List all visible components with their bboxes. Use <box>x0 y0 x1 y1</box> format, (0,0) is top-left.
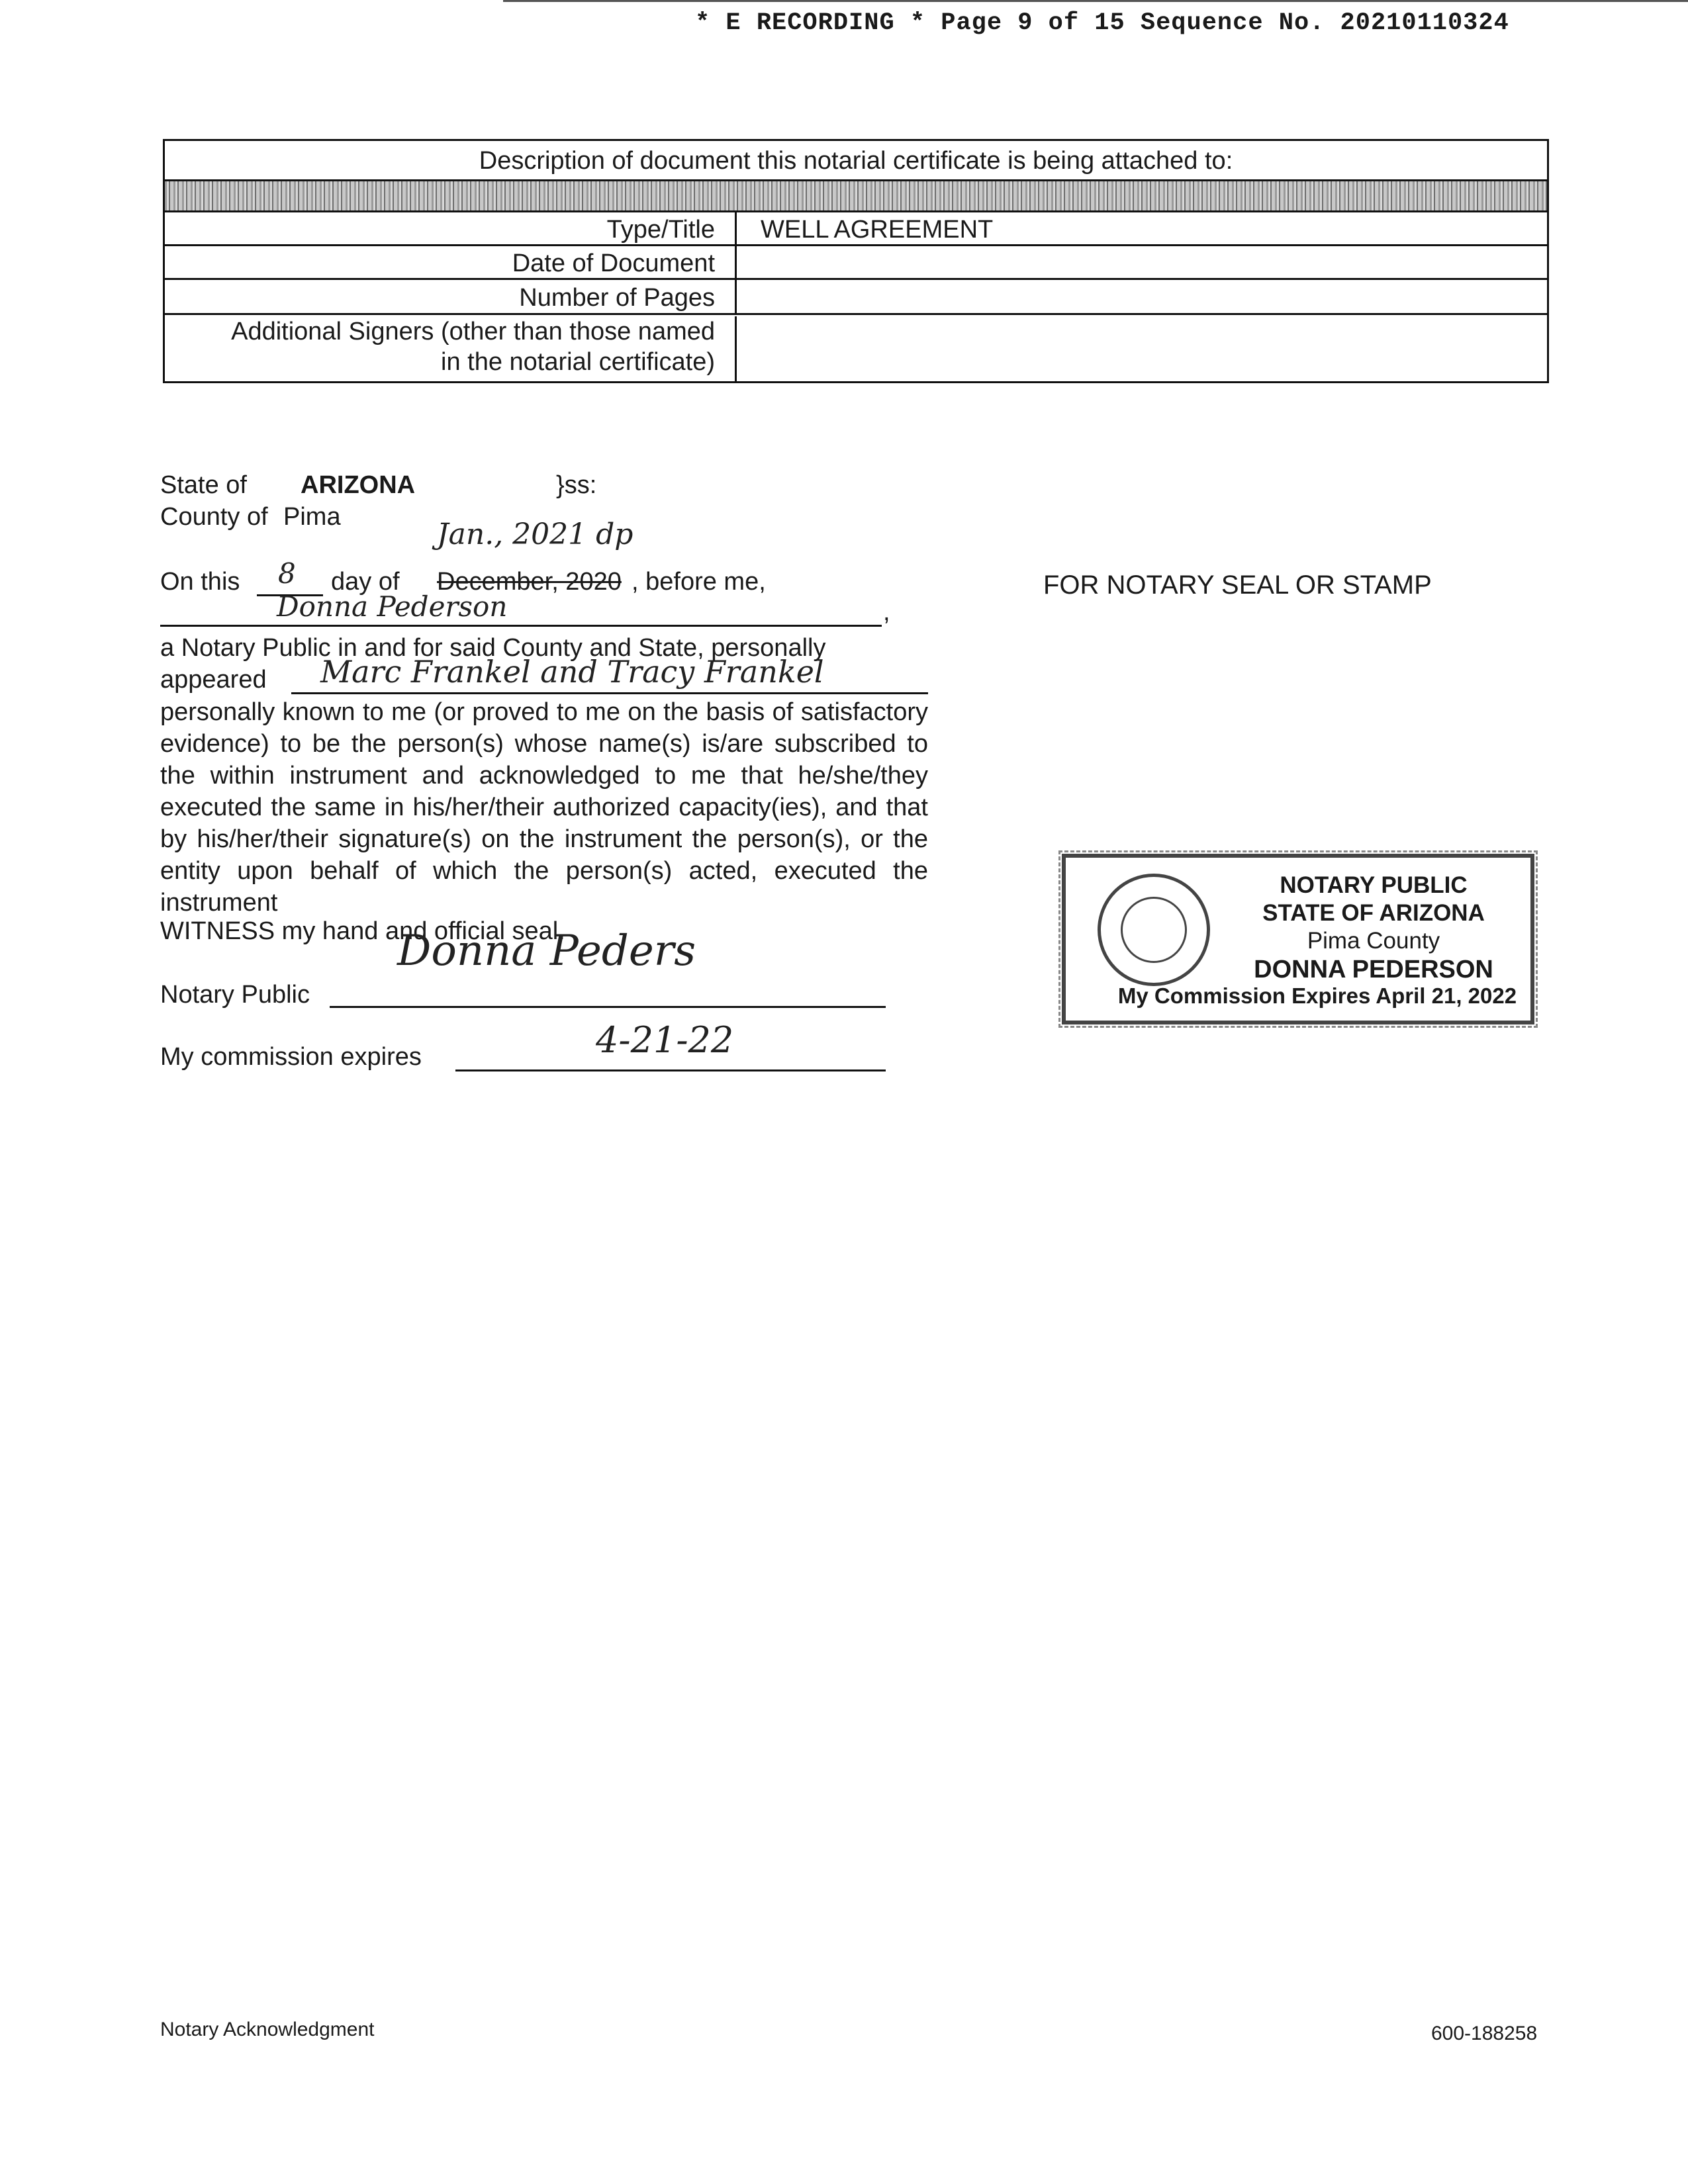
stamp-line-1: NOTARY PUBLIC <box>1280 872 1468 898</box>
type-title-value: WELL AGREEMENT <box>761 216 994 244</box>
document-description-table <box>163 139 1549 383</box>
notary-stamp <box>1062 854 1534 1024</box>
stamp-line-2: STATE OF ARIZONA <box>1262 900 1485 926</box>
acknowledgment-body: personally known to me (or proved to me on the basis of satisfactory evidence) to be the person(s) whose name(s) is/are subscribed to the within instrument and acknowledged to me that he/she/they executed the same in his/her/their authorized capacity(ies), and that by his/her/their signature(s) on the instrument the person(s), or the entity upon behalf of which the person(s) acted, executed the instrument <box>160 698 928 917</box>
notary-name-underline <box>160 625 882 627</box>
top-rule <box>503 0 1688 2</box>
state-seal-icon <box>1098 874 1210 986</box>
state-label: State of <box>160 471 247 499</box>
date-of-document-value <box>737 246 1547 278</box>
witness-line: WITNESS my hand and official seal. <box>160 917 565 945</box>
on-this-label: On this <box>160 568 240 596</box>
description-table-title: Description of document this notarial certificate is being attached to: <box>165 141 1547 181</box>
table-row <box>165 315 1547 381</box>
number-of-pages-value <box>737 280 1547 313</box>
date-of-document-label: Date of Document <box>165 246 737 278</box>
notary-signature: Donna Peders <box>397 927 696 976</box>
additional-signers-label-line1: Additional Signers (other than those named <box>231 318 715 345</box>
number-of-pages-label: Number of Pages <box>165 280 737 313</box>
notary-name-handwritten: Donna Pederson <box>277 590 508 623</box>
commission-handwritten: 4-21-22 <box>596 1019 734 1061</box>
scan-noise-band <box>165 181 1547 212</box>
additional-signers-label <box>165 316 737 381</box>
table-row <box>165 246 1547 280</box>
struck-date: December, 2020 <box>437 568 622 596</box>
notary-public-line: a Notary Public in and for said County and State, personally <box>160 634 826 662</box>
type-title-label: Type/Title <box>165 212 737 244</box>
day-value: 8 <box>278 557 296 590</box>
commission-label: My commission expires <box>160 1043 422 1071</box>
state-value: ARIZONA <box>301 471 416 499</box>
stamp-line-5: My Commission Expires April 21, 2022 <box>1117 983 1517 1008</box>
recording-header: * E RECORDING * Page 9 of 15 Sequence No. 20210110324 <box>695 9 1509 37</box>
name-comma: , <box>883 598 890 626</box>
appeared-names-handwritten: Marc Frankel and Tracy Frankel <box>320 654 824 690</box>
day-of-label: day of <box>331 568 400 596</box>
stamp-line-3: Pima County <box>1307 928 1440 954</box>
notary-public-label: Notary Public <box>160 981 310 1009</box>
table-row <box>165 280 1547 315</box>
signature-underline <box>330 1006 886 1008</box>
before-me-label: , before me, <box>632 568 766 596</box>
seal-area-label: FOR NOTARY SEAL OR STAMP <box>1043 570 1432 600</box>
county-value: Pima <box>283 503 341 531</box>
state-seal-inner-ring <box>1121 897 1187 963</box>
appeared-label: appeared <box>160 666 267 694</box>
county-label: County of <box>160 503 268 531</box>
handwritten-date: Jan., 2021 dp <box>437 518 633 551</box>
table-row <box>165 212 1547 246</box>
stamp-line-4: DONNA PEDERSON <box>1254 956 1493 983</box>
additional-signers-label-line2: in the notarial certificate) <box>441 348 715 376</box>
footer-right: 600-188258 <box>1431 2023 1538 2044</box>
commission-underline <box>455 1069 886 1071</box>
ss-marker: }ss: <box>556 471 597 499</box>
additional-signers-value <box>737 316 1547 381</box>
appeared-underline <box>291 692 928 694</box>
footer-left: Notary Acknowledgment <box>160 2019 375 2040</box>
